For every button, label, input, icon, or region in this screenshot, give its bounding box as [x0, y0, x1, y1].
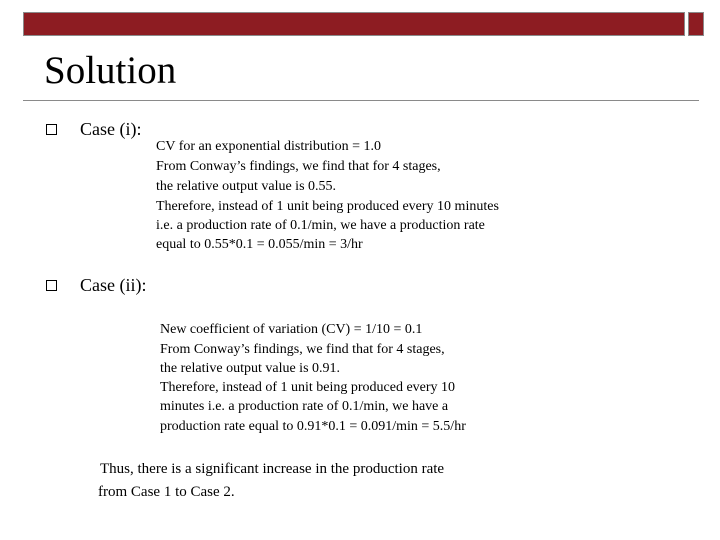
- case-ii-line: production rate equal to 0.91*0.1 = 0.091/min = 5.5/hr: [160, 419, 466, 434]
- case-ii-line: From Conway’s findings, we find that for 4 stages,: [160, 342, 445, 357]
- decorative-corner-square: [688, 12, 704, 36]
- decorative-header-bar: [23, 12, 685, 36]
- case-i-line: equal to 0.55*0.1 = 0.055/min = 3/hr: [156, 237, 363, 252]
- case-ii-line: Therefore, instead of 1 unit being produced every 10: [160, 380, 456, 395]
- case-i-line: CV for an exponential distribution = 1.0: [156, 139, 381, 154]
- case-i-line: Therefore, instead of 1 unit being produced every 10 minutes: [156, 199, 499, 214]
- conclusion-line: from Case 1 to Case 2.: [98, 484, 235, 500]
- square-bullet-icon: [46, 280, 57, 291]
- slide-title: Solution: [44, 49, 177, 92]
- case-i-line: i.e. a production rate of 0.1/min, we have a production rate: [156, 218, 485, 233]
- title-divider: [23, 100, 699, 101]
- case-i-line: From Conway’s findings, we find that for 4 stages,: [156, 159, 441, 174]
- case-i-line: the relative output value is 0.55.: [156, 179, 337, 194]
- square-bullet-icon: [46, 124, 57, 135]
- case-i-label: Case (i):: [80, 119, 142, 139]
- case-ii-line: New coefficient of variation (CV) = 1/10 = 0.1: [160, 322, 423, 337]
- case-ii-line: minutes i.e. a production rate of 0.1/min, we have a: [160, 399, 449, 414]
- case-ii-label: Case (ii):: [80, 275, 147, 295]
- conclusion-line: Thus, there is a significant increase in the production rate: [100, 461, 445, 477]
- case-ii-line: the relative output value is 0.91.: [160, 361, 341, 376]
